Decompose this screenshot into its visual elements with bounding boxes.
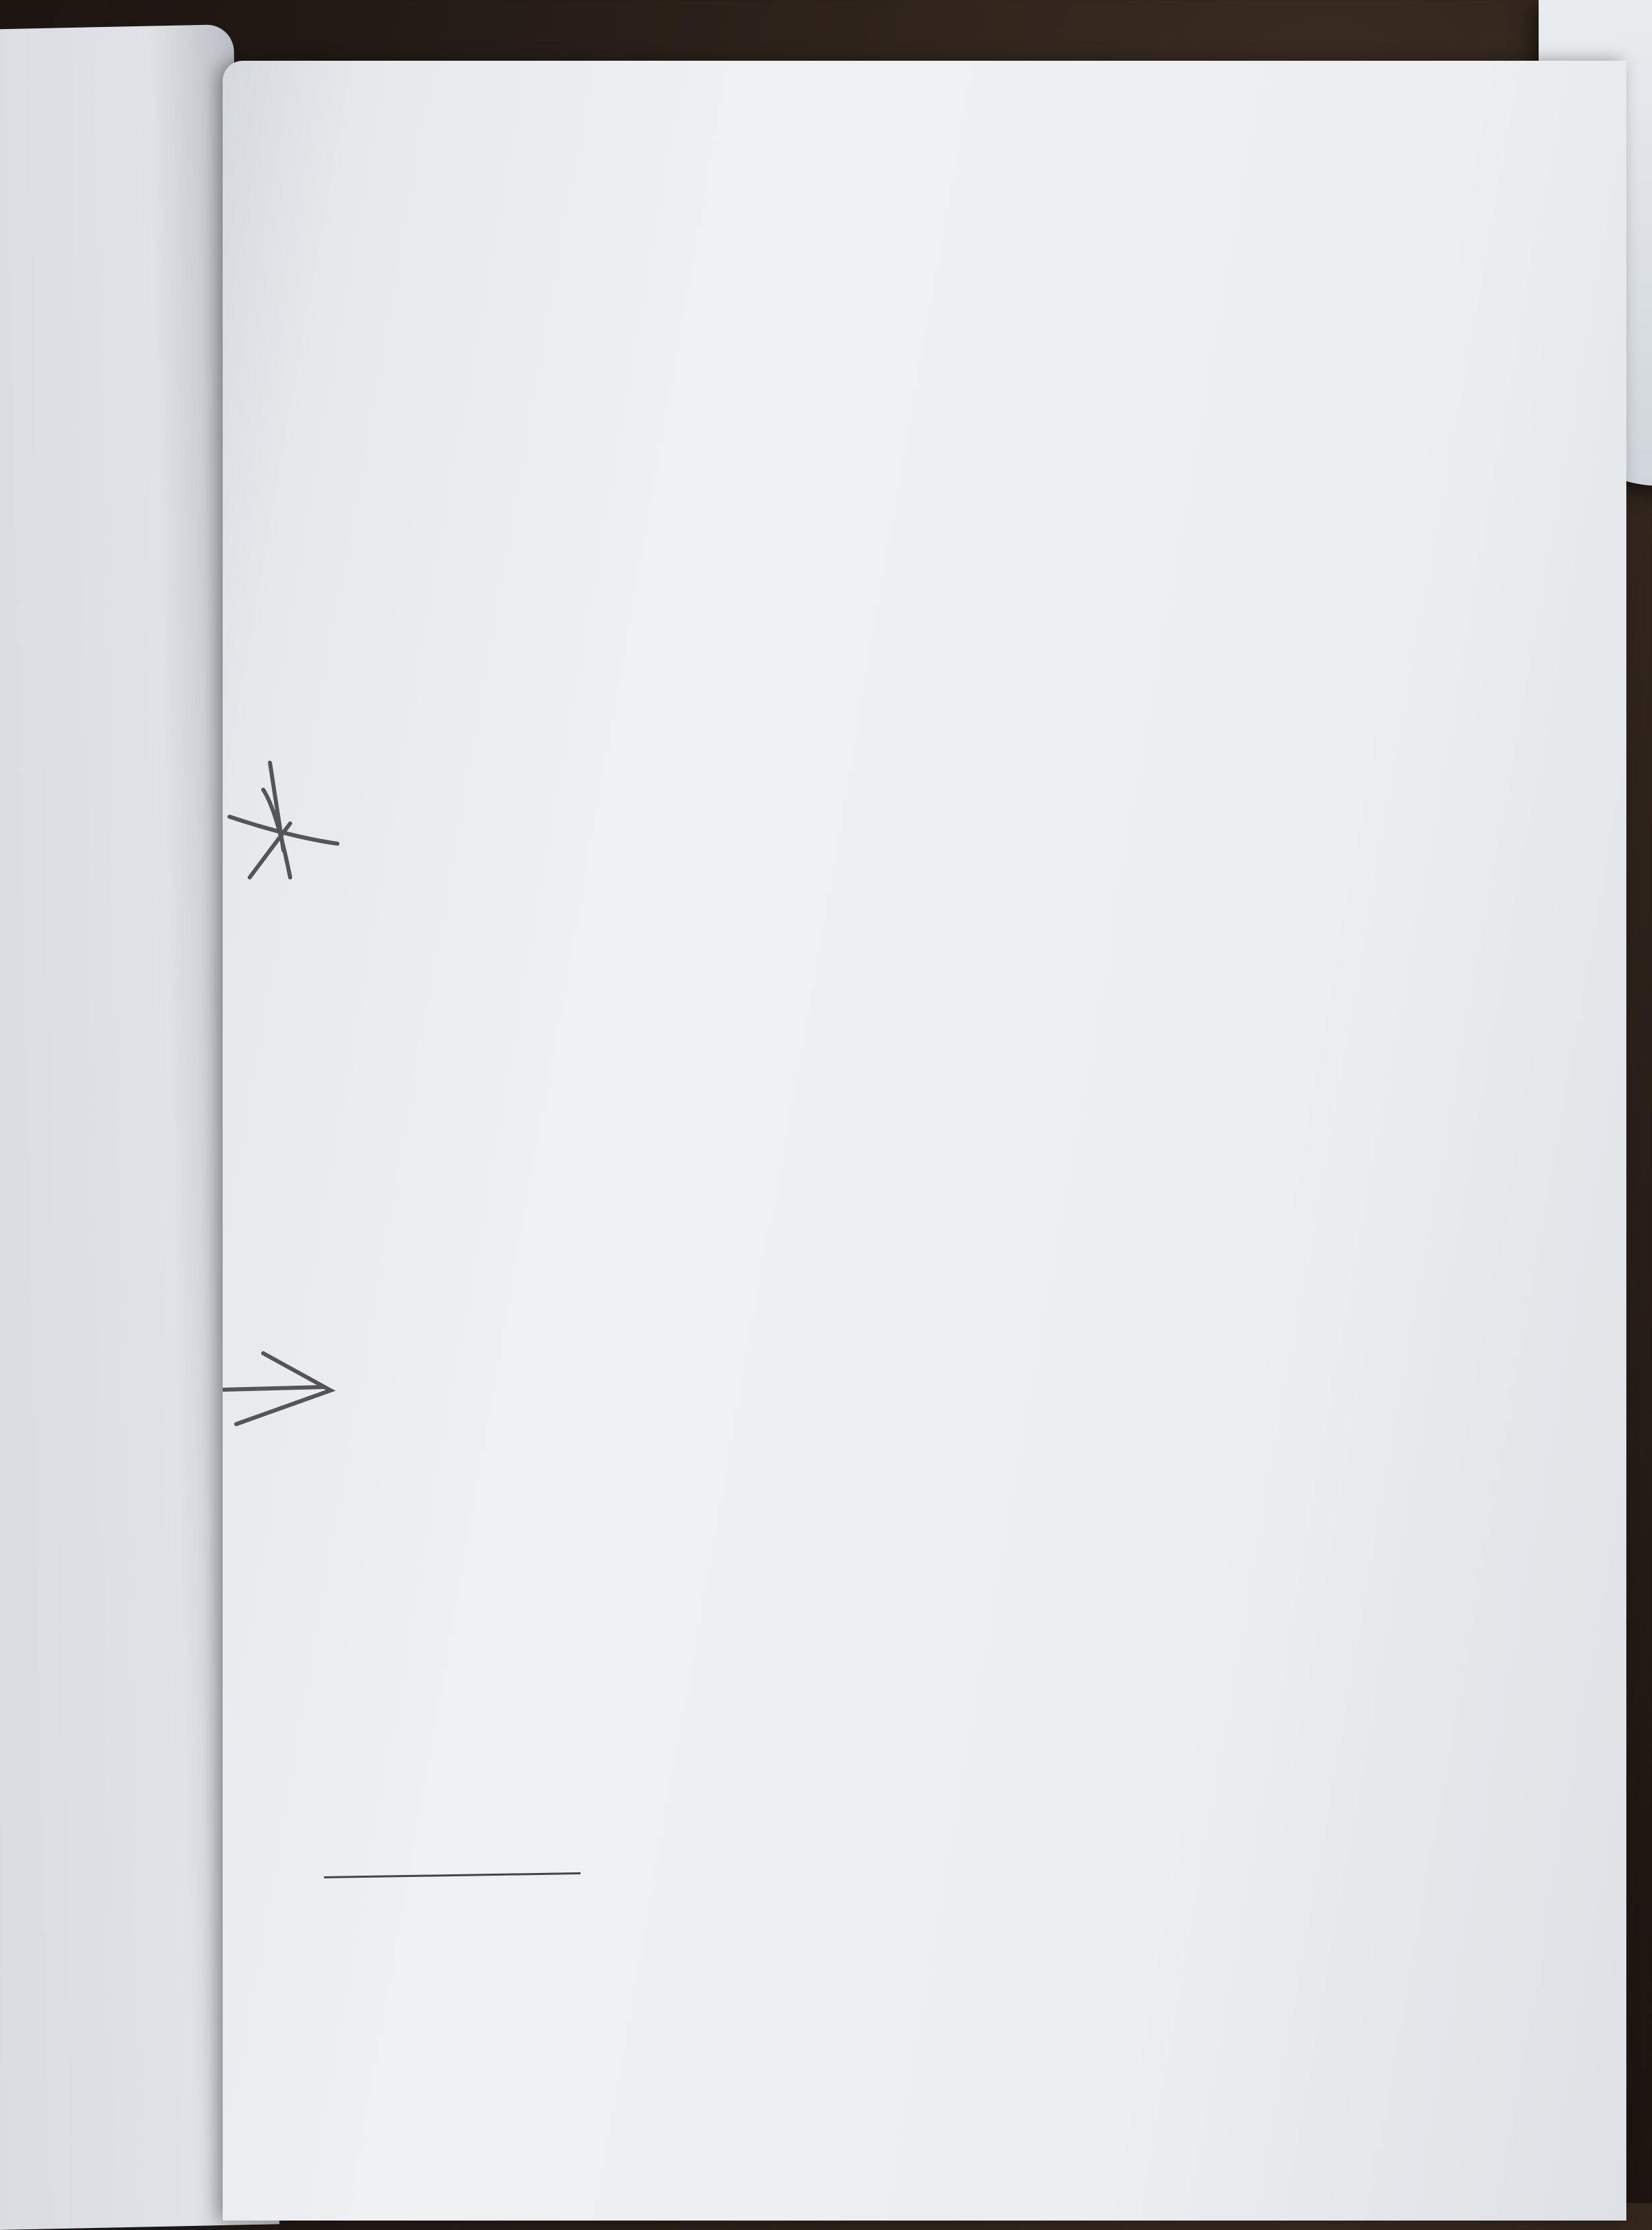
block-quote-1 <box>353 1104 1379 1120</box>
p5-text <box>327 1650 1434 1667</box>
footnote-23 <box>325 1876 1458 1893</box>
footnote-25 <box>325 1876 1458 1893</box>
block-quote-2 <box>357 1387 1383 1403</box>
footnote-24 <box>325 1876 1458 1893</box>
paragraph-1 <box>311 192 1364 209</box>
paragraph-3 <box>323 894 1375 911</box>
asterisk-mark <box>229 763 337 877</box>
page-content <box>310 128 1593 148</box>
p4-text <box>356 1320 1409 1336</box>
running-head <box>425 136 1572 154</box>
paragraph-4 <box>356 1320 1409 1336</box>
paragraph-5 <box>327 1650 1434 1667</box>
pencil-annotations <box>223 61 1626 2221</box>
p3-text <box>323 894 1375 911</box>
arrow-mark <box>223 1353 331 1424</box>
paragraph-2 <box>314 402 1367 418</box>
footnotes <box>324 1859 1458 1893</box>
book-page <box>223 61 1626 2221</box>
footnote-rule <box>324 1872 580 1878</box>
